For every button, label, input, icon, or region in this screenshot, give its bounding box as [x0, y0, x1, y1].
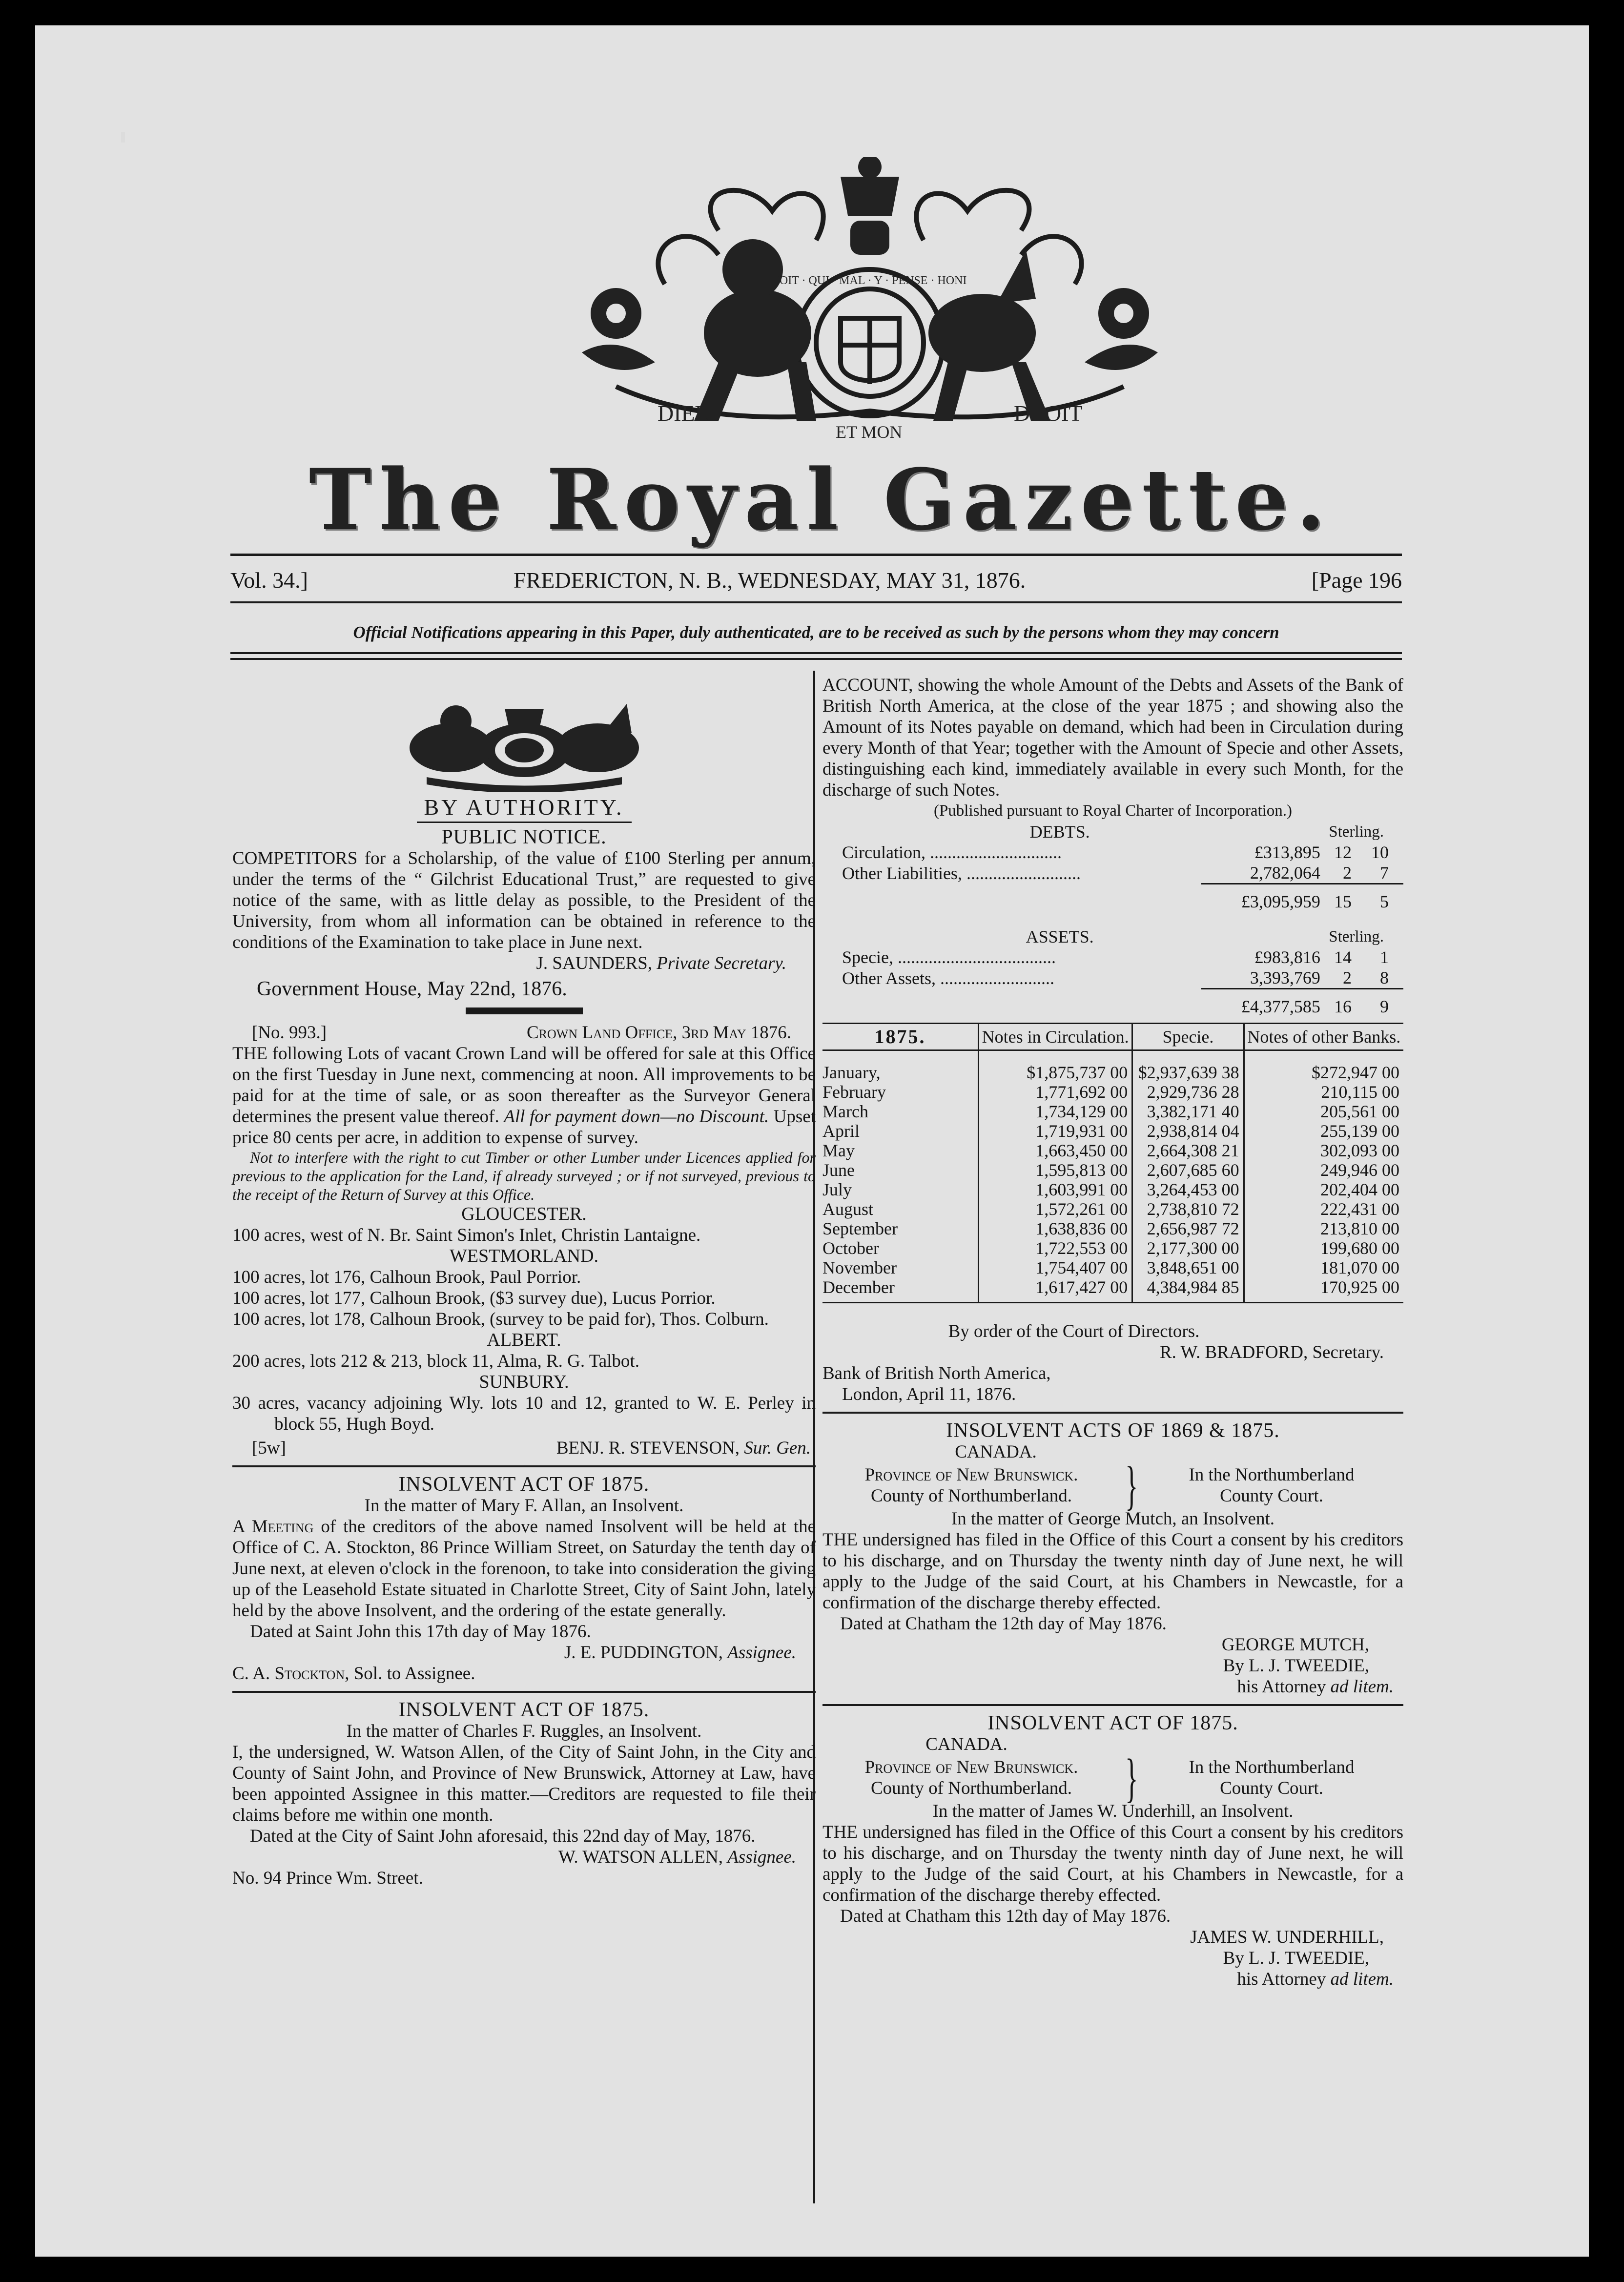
- table-cell: April: [822, 1121, 860, 1141]
- gazette-title: The Royal Gazette.: [308, 450, 1334, 549]
- crown-land-office: Crown Land Office, 3rd May 1876.: [527, 1023, 791, 1043]
- insolvent-mutch-name: GEORGE MUTCH,: [1221, 1635, 1369, 1655]
- section-rule-thick: [466, 1007, 583, 1014]
- table-cell: 302,093 00: [1244, 1141, 1403, 1160]
- insolvent-mutch-attorney: his Attorney ad litem.: [1237, 1677, 1394, 1697]
- sterling-label: Sterling.: [1329, 928, 1384, 946]
- table-cell: October: [822, 1238, 879, 1258]
- table-cell: July: [822, 1180, 852, 1199]
- table-cell: 2,929,736 28: [1132, 1082, 1244, 1102]
- table-row: [822, 1258, 1403, 1277]
- table-cell: 202,404 00: [1244, 1180, 1403, 1199]
- table-cell: 1,617,427 00: [979, 1277, 1132, 1303]
- insolvent-mutch-matter: In the matter of George Mutch, an Insolvent.: [951, 1509, 1275, 1529]
- table-cell: 3,264,453 00: [1132, 1180, 1244, 1199]
- table-cell: December: [822, 1277, 979, 1303]
- table-cell: 1,754,407 00: [979, 1258, 1132, 1277]
- public-notice-body: COMPETITORS for a Scholarship, of the value of £100 Sterling per annum, under the terms of the “ Gilchrist Educational Trust,” are requested to give notice of the same, with as little delay as possible, to the President of the University, from whom all information can be obtained in reference to the conditions of the Examination to take place in June next.: [232, 848, 816, 952]
- table-cell: January,: [822, 1063, 881, 1082]
- table-cell: February: [822, 1082, 886, 1102]
- table-cell: $1,875,737 00: [979, 1050, 1132, 1083]
- insolvent-ruggles-heading: INSOLVENT ACT OF 1875.: [398, 1699, 650, 1721]
- table-cell: 1,663,450 00: [979, 1141, 1132, 1160]
- insolvent-ruggles-dated: Dated at the City of Saint John aforesaid, this 22nd day of May, 1876.: [250, 1826, 756, 1846]
- crest-motto-middle: ET MON: [836, 422, 903, 440]
- insolvent-ruggles-body: I, the undersigned, W. Watson Allen, of the City of Saint John, in the City and County of Saint John, and Province of New Brunswick, Attorney at Law, have been appointed Assignee in this matter.—Creditors are requested to file their claims before me within one month.: [232, 1742, 816, 1825]
- table-row: [822, 1277, 1403, 1303]
- section-rule: [232, 1465, 816, 1467]
- insolvent-allan-dated: Dated at Saint John this 17th day of May 1876.: [250, 1622, 591, 1642]
- crown-land-condition: Not to interfere with the right to cut Timber or other Lumber under Licences applied for previous to the application for the Land, if already surveyed ; or if not surveyed, previous to the receipt of the Return of Survey at this Office.: [232, 1149, 816, 1203]
- table-cell: 2,177,300 00: [1132, 1238, 1244, 1258]
- bank-name: Bank of British North America,: [822, 1363, 1051, 1383]
- table-cell: $2,937,639 38: [1132, 1050, 1244, 1083]
- lot-entry: 100 acres, lot 178, Calhoun Brook, (survey to be paid for), Thos. Colburn.: [232, 1309, 769, 1329]
- crown-land-body: THE following Lots of vacant Crown Land will be offered for sale at this Office on the first Tuesday in June next, commencing at noon. All improvements to be paid for at the time of sale, or as soon thereafter as the Surveyor General determines the present value thereof. All for payment down—no Discount. Upset price 80 cents per acre, in addition to expense of survey.: [232, 1044, 816, 1148]
- table-row: [822, 1180, 1403, 1199]
- crown-land-signature: [5w] BENJ. R. STEVENSON, Sur. Gen.: [252, 1438, 811, 1458]
- table-cell: 213,810 00: [1244, 1219, 1403, 1238]
- page-number: [Page 196: [1311, 568, 1402, 593]
- table-cell: 2,938,814 04: [1132, 1121, 1244, 1141]
- crown-land-number: [No. 993.]: [252, 1023, 327, 1043]
- table-cell: 2,656,987 72: [1132, 1219, 1244, 1238]
- table-cell: June: [822, 1160, 855, 1180]
- insolvent-underhill-matter: In the matter of James W. Underhill, an Insolvent.: [932, 1801, 1294, 1821]
- table-row: [822, 1199, 1403, 1219]
- insolvent-underhill-name: JAMES W. UNDERHILL,: [1190, 1927, 1384, 1947]
- insertion-mark: [5w]: [252, 1438, 286, 1458]
- sterling-label: Sterling.: [1329, 823, 1384, 841]
- small-crest-icon: [397, 694, 651, 792]
- table-cell: 1,734,129 00: [979, 1102, 1132, 1121]
- table-cell: 205,561 00: [1244, 1102, 1403, 1121]
- table-header: Notes in Circulation.: [979, 1024, 1132, 1050]
- insolvent-mutch-body: THE undersigned has filed in the Office of this Court a consent by his creditors to his discharge, and on Thursday the twenty ninth day of June next, he will apply to the Judge of the said Court, at his Chambers in Newcastle, for a confirmation of the discharge thereby effected.: [822, 1530, 1403, 1613]
- insolvent-allan-body: A Meeting of the creditors of the above named Insolvent will be held at the Office of C. A. Stockton, 86 Prince William Street, on Saturday the tenth day of June next, at eleven o'clock in the forenoon, to take into consideration the giving up of the Leasehold Estate situated in Charlotte Street, City of Saint John, lately held by the above Insolvent, and the ordering of the estate generally.: [232, 1517, 816, 1621]
- table-cell: September: [822, 1219, 898, 1238]
- royal-crest-icon: [543, 157, 1197, 440]
- table-cell: 3,382,171 40: [1132, 1102, 1244, 1121]
- insolvent-mutch-by: By L. J. TWEEDIE,: [1223, 1656, 1369, 1676]
- table-cell: 249,946 00: [1244, 1160, 1403, 1180]
- right-column: [822, 675, 1403, 1990]
- table-header: Notes of other Banks.: [1244, 1024, 1403, 1050]
- table-cell: $272,947 00: [1244, 1050, 1403, 1083]
- public-notice-dated: Government House, May 22nd, 1876.: [257, 978, 567, 1000]
- table-cell: August: [822, 1199, 874, 1219]
- header-rule-bottom-1: [230, 652, 1402, 654]
- county-westmorland: WESTMORLAND.: [449, 1246, 599, 1266]
- debt-row: Other Liabilities, .......................... 2,782,064 2 7: [842, 863, 1389, 883]
- assets-label: ASSETS.: [1026, 927, 1094, 946]
- left-column: [232, 675, 816, 1889]
- debts-label: DEBTS.: [1029, 822, 1090, 842]
- table-cell: 1,572,261 00: [979, 1199, 1132, 1219]
- table-cell: 4,384,984 85: [1132, 1277, 1244, 1303]
- table-cell: 2,607,685 60: [1132, 1160, 1244, 1180]
- county-sunbury: SUNBURY.: [479, 1372, 569, 1392]
- table-cell: March: [822, 1102, 868, 1121]
- insolvent-underhill-heading: INSOLVENT ACT OF 1875.: [987, 1712, 1238, 1734]
- table-row: [822, 1141, 1403, 1160]
- table-cell: 255,139 00: [1244, 1121, 1403, 1141]
- table-cell: 1,638,836 00: [979, 1219, 1132, 1238]
- table-cell: 1,595,813 00: [979, 1160, 1132, 1180]
- debts-total: £3,095,959 15 5: [822, 884, 1403, 912]
- crest-garter: SOIT · QUI · MAL · Y · PENSE · HONI: [773, 274, 967, 287]
- insolvent-mutch-dated: Dated at Chatham the 12th day of May 1876.: [840, 1614, 1167, 1634]
- county-gloucester: GLOUCESTER.: [461, 1204, 587, 1224]
- table-row: [822, 1160, 1403, 1180]
- crown-land-header: [232, 1022, 816, 1043]
- insolvent-underhill-body: THE undersigned has filed in the Office of this Court a consent by his creditors to his discharge, and on Thursday the twenty ninth day of June next, he will apply to the Judge of the said Court, at his Chambers in Newcastle, for a confirmation of the discharge thereby effected.: [822, 1822, 1403, 1905]
- table-cell: 181,070 00: [1244, 1258, 1403, 1277]
- table-cell: 210,115 00: [1244, 1082, 1403, 1102]
- insolvent-underhill-attorney: his Attorney ad litem.: [1237, 1969, 1394, 1989]
- insolvent-underhill-dated: Dated at Chatham this 12th day of May 1876.: [840, 1906, 1171, 1926]
- lot-entry: 30 acres, vacancy adjoining Wly. lots 10 and 12, granted to W. E. Perley in block 55, Hugh Boyd.: [232, 1393, 816, 1434]
- insolvent-mutch-heading: INSOLVENT ACTS OF 1869 & 1875.: [946, 1419, 1280, 1442]
- insolvent-underhill-country: CANADA.: [925, 1734, 1007, 1754]
- lot-entry: 100 acres, lot 177, Calhoun Brook, ($3 survey due), Lucus Porrior.: [232, 1288, 716, 1308]
- table-cell: 2,664,308 21: [1132, 1141, 1244, 1160]
- by-authority-heading: BY AUTHORITY.: [424, 795, 624, 820]
- official-notice: Official Notifications appearing in this Paper, duly authenticated, are to be received as such by the persons whom they may concern: [353, 623, 1279, 642]
- lot-entry: 200 acres, lots 212 & 213, block 11, Alma, R. G. Talbot.: [232, 1351, 639, 1371]
- dateline: [230, 567, 1402, 596]
- table-cell: 170,925 00: [1244, 1277, 1403, 1303]
- debt-row: Circulation, .............................. £313,895 12 10: [842, 843, 1389, 862]
- header-rule-top: [230, 554, 1402, 556]
- insolvent-mutch-court: Province of New Brunswick. County of Northumberland. } In the Northumberland County Court.: [864, 1456, 1355, 1515]
- county-albert: ALBERT.: [487, 1330, 561, 1350]
- asset-row: Other Assets, .......................... 3,393,769 2 8: [842, 968, 1389, 988]
- gazette-page: [35, 25, 1589, 2257]
- scan-mark: [121, 132, 125, 143]
- secretary-signature: R. W. BRADFORD, Secretary.: [1159, 1342, 1384, 1362]
- table-cell: 1,771,692 00: [979, 1082, 1132, 1102]
- account-intro: ACCOUNT, showing the whole Amount of the Debts and Assets of the Bank of British North America, at the close of the year 1875 ; and showing also the Amount of its Notes payable on demand, which had been in Circulation during every Month of that Year; together with the Amount of Specie and other Assets, distinguishing each kind, immediately available in every such Month, for the discharge of such Notes.: [822, 675, 1403, 800]
- table-cell: 2,738,810 72: [1132, 1199, 1244, 1219]
- table-year-header: 1875.: [822, 1024, 979, 1050]
- insolvent-underhill-by: By L. J. TWEEDIE,: [1223, 1948, 1369, 1968]
- lot-entry: 100 acres, west of N. Br. Saint Simon's Inlet, Christin Lantaigne.: [232, 1225, 701, 1245]
- insolvent-allan-heading: INSOLVENT ACT OF 1875.: [398, 1473, 650, 1496]
- crest-motto-left: DIEU: [658, 401, 711, 426]
- table-row: [822, 1219, 1403, 1238]
- insolvent-ruggles-address: No. 94 Prince Wm. Street.: [232, 1868, 423, 1888]
- table-cell: 3,848,651 00: [1132, 1258, 1244, 1277]
- insolvent-underhill-court: Province of New Brunswick. County of Northumberland. } In the Northumberland County Court.: [864, 1748, 1355, 1808]
- debts-table: [822, 822, 1403, 1017]
- account-dated: London, April 11, 1876.: [842, 1384, 1016, 1404]
- header-rule-bottom-2: [230, 658, 1402, 660]
- table-cell: November: [822, 1258, 897, 1277]
- by-authority-rule: [417, 822, 632, 823]
- table-header: Specie.: [1132, 1024, 1244, 1050]
- public-notice-signature: J. SAUNDERS, Private Secretary.: [536, 953, 786, 973]
- account-published: (Published pursuant to Royal Charter of Incorporation.): [933, 802, 1293, 820]
- section-rule: [822, 1412, 1403, 1414]
- crest-motto-right: DROIT: [1014, 401, 1083, 426]
- volume-number: Vol. 34.]: [230, 568, 308, 593]
- insolvent-allan-signature: J. E. PUDDINGTON, Assignee.: [564, 1643, 796, 1663]
- by-order: By order of the Court of Directors.: [948, 1321, 1200, 1341]
- table-cell: 199,680 00: [1244, 1238, 1403, 1258]
- header-rule-mid: [230, 601, 1402, 603]
- table-cell: 1,603,991 00: [979, 1180, 1132, 1199]
- table-cell: May: [822, 1141, 855, 1160]
- table-row: [822, 1238, 1403, 1258]
- table-row: [822, 1121, 1403, 1141]
- insolvent-ruggles-matter: In the matter of Charles F. Ruggles, an Insolvent.: [346, 1721, 702, 1741]
- insolvent-allan-matter: In the matter of Mary F. Allan, an Insolvent.: [364, 1496, 684, 1516]
- monthly-circulation-table: [822, 1023, 1403, 1303]
- table-cell: 1,719,931 00: [979, 1121, 1132, 1141]
- table-cell: 222,431 00: [1244, 1199, 1403, 1219]
- section-rule: [822, 1704, 1403, 1706]
- lot-entry: 100 acres, lot 176, Calhoun Brook, Paul Porrior.: [232, 1267, 581, 1287]
- assets-total: £4,377,585 16 9: [822, 989, 1403, 1017]
- insolvent-allan-solicitor: C. A. Stockton, Sol. to Assignee.: [232, 1664, 475, 1684]
- asset-row: Specie, .................................... £983,816 14 1: [842, 947, 1389, 967]
- table-row: [822, 1102, 1403, 1121]
- section-rule: [232, 1691, 816, 1693]
- table-row: [822, 1050, 1403, 1083]
- insolvent-mutch-country: CANADA.: [955, 1442, 1037, 1462]
- table-cell: 1,722,553 00: [979, 1238, 1132, 1258]
- public-notice-heading: PUBLIC NOTICE.: [441, 826, 607, 848]
- place-date: FREDERICTON, N. B., WEDNESDAY, MAY 31, 1876.: [514, 568, 1026, 593]
- insolvent-ruggles-signature: W. WATSON ALLEN, Assignee.: [558, 1847, 796, 1867]
- table-row: [822, 1082, 1403, 1102]
